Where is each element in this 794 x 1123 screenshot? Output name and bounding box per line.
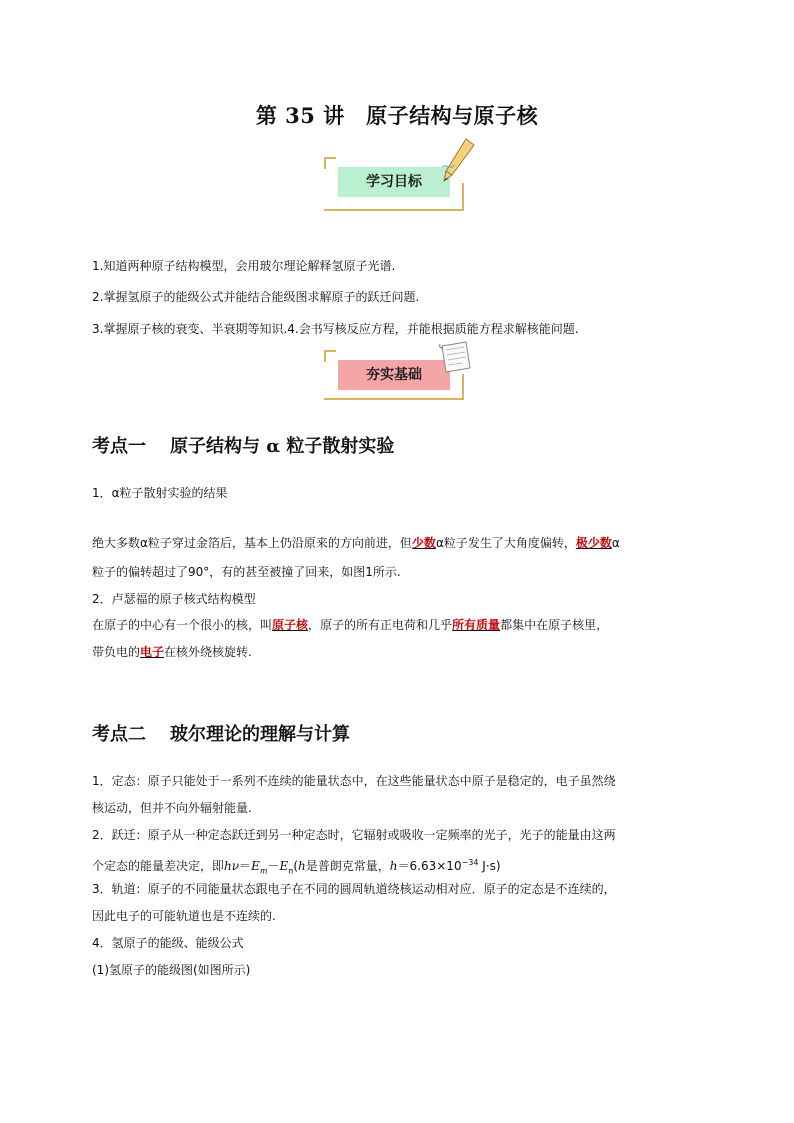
- text: J·s): [478, 859, 501, 873]
- pencil-icon: [440, 137, 480, 183]
- subscript-m: m: [259, 866, 268, 876]
- superscript-exp: −34: [461, 858, 479, 867]
- section-title: 原子结构与 α 粒子散射实验: [170, 436, 395, 457]
- goal-item-2: 2.掌握氢原子的能级公式并能结合能级图求解原子的跃迁问题.: [92, 290, 420, 304]
- bohr-line-7: 4．氢原子的能级、能级公式: [92, 936, 244, 950]
- text: α: [611, 536, 620, 550]
- scroll-icon: [436, 338, 474, 378]
- text: ，原子的所有正电荷和几乎: [308, 618, 453, 632]
- bohr-line-5: 3．轨道：原子的不同能量状态跟电子在不同的圆周轨道绕核运动相对应．原子的定态是不连续的，: [92, 882, 616, 896]
- paragraph-rutherford: [92, 613, 712, 638]
- badge-frame-corner: [324, 350, 336, 362]
- section-number: 考点一: [92, 436, 146, 457]
- basics-badge-label: 夯实基础: [338, 360, 450, 390]
- goals-badge: [324, 157, 474, 213]
- formula-en: E: [279, 859, 289, 873]
- badge-frame-bottom: [324, 398, 464, 400]
- bohr-line-1: 1．定态：原子只能处于一系列不连续的能量状态中，在这些能量状态中原子是稳定的，电子虽然绕: [92, 774, 616, 788]
- highlight-term: 原子核: [272, 618, 309, 632]
- badge-frame-corner: [324, 157, 336, 169]
- text: 带负电的: [92, 645, 141, 659]
- paragraph-rutherford-line2: [92, 640, 712, 665]
- bohr-line-2: 核运动，但并不向外辐射能量.: [92, 801, 252, 815]
- text: 在核外绕核旋转.: [164, 645, 252, 659]
- goal-item-1: 1.知道两种原子结构模型，会用玻尔理论解释氢原子光谱.: [92, 259, 396, 273]
- paragraph-scattering: [92, 531, 712, 556]
- highlight-term: 电子: [140, 645, 165, 659]
- formula-em: E: [251, 859, 260, 873]
- text: α粒子发生了大角度偏转，: [435, 536, 576, 550]
- section-title: 玻尔理论的理解与计算: [170, 724, 350, 745]
- highlight-term: 所有质量: [452, 618, 501, 632]
- bohr-line-6: 因此电子的可能轨道也是不连续的.: [92, 909, 276, 923]
- text: ＝6.63×10: [397, 859, 462, 873]
- subscript-n: n: [288, 866, 294, 876]
- text: (: [293, 859, 299, 873]
- paragraph-scattering-line2: 粒子的偏转超过了90°，有的甚至被撞了回来，如图1所示.: [92, 565, 401, 579]
- highlight-term: 极少数: [575, 536, 612, 550]
- highlight-term: 少数: [411, 536, 436, 550]
- badge-frame-right: [462, 183, 464, 211]
- item-title-2: 2．卢瑟福的原子核式结构模型: [92, 592, 256, 606]
- section-heading-1: [92, 432, 394, 458]
- section-number: 考点二: [92, 724, 146, 745]
- text: －: [267, 859, 280, 873]
- text: 个定态的能量差决定，即: [92, 859, 225, 873]
- text: 都集中在原子核里，: [500, 618, 609, 632]
- text: 在原子的中心有一个很小的核，叫: [92, 618, 273, 632]
- item-title-1: 1．α粒子散射实验的结果: [92, 486, 228, 500]
- page-title: 第 35 讲 原子结构与原子核: [255, 103, 539, 128]
- goal-item-3: 3.掌握原子核的衰变、半衰期等知识.4.会书写核反应方程，并能根据质能方程求解核能问题.: [92, 322, 579, 336]
- formula-h: h: [298, 859, 306, 873]
- text: 是普朗克常量，: [305, 859, 390, 873]
- formula-h: h: [389, 859, 398, 873]
- bohr-line-3: 2．跃迁：原子从一种定态跃迁到另一种定态时，它辐射或吸收一定频率的光子，光子的能量由这两: [92, 828, 616, 842]
- text: 绝大多数α粒子穿过金箔后，基本上仍沿原来的方向前进，但: [92, 536, 412, 550]
- basics-badge: [324, 350, 474, 402]
- formula-hv: hν: [224, 859, 240, 873]
- bohr-line-8: (1)氢原子的能级图(如图所示): [92, 963, 251, 977]
- text: ＝: [239, 859, 252, 873]
- goals-badge-label: 学习目标: [338, 167, 450, 197]
- badge-frame-bottom: [324, 209, 464, 211]
- section-heading-2: [92, 720, 350, 746]
